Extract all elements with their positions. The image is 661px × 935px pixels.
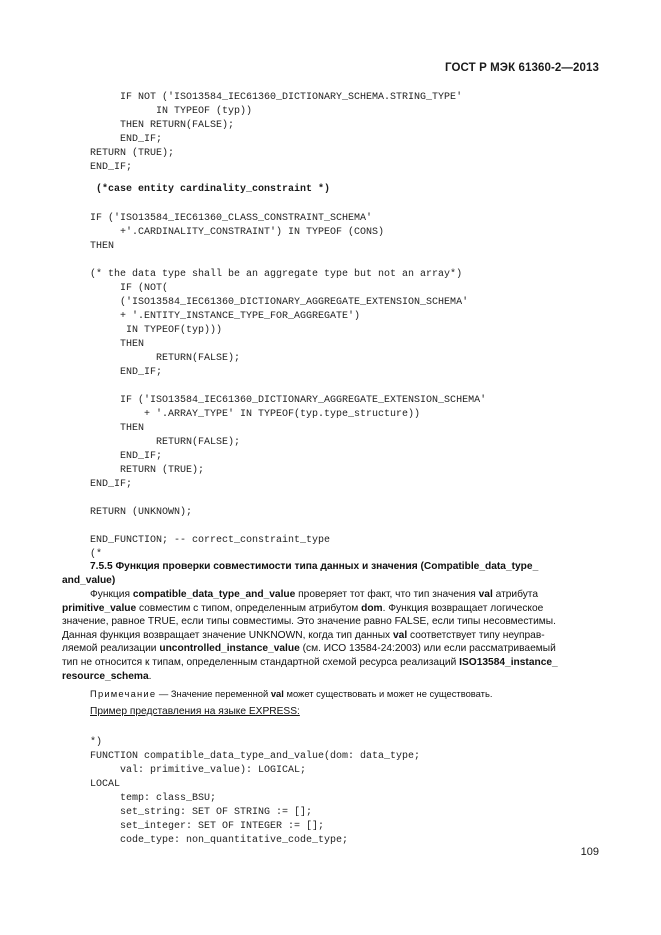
code-line: + '.ENTITY_INSTANCE_TYPE_FOR_AGGREGATE') — [72, 311, 361, 322]
body-line-4: Данная функция возвращает значение UNKNOWN, когда тип данных val соответствует типу неуправ- — [62, 629, 545, 641]
code-block-3 — [72, 736, 420, 848]
code-line: END_IF; — [72, 162, 133, 173]
code-line: FUNCTION compatible_data_type_and_value(dom: data_type; — [72, 751, 421, 762]
code-line: val: primitive_value): LOGICAL; — [72, 765, 307, 776]
code-line: LOCAL — [72, 779, 121, 790]
body-line-5: ляемой реализации uncontrolled_instance_value (см. ИСО 13584-24:2003) или если рассматриваемый — [62, 643, 556, 655]
code-line: THEN — [72, 423, 145, 434]
code-line: temp: class_BSU; — [72, 793, 217, 804]
code-line — [72, 520, 486, 534]
code-line: + '.ARRAY_TYPE' IN TYPEOF(typ.type_structure)) — [72, 409, 421, 420]
code-line: THEN — [72, 339, 145, 350]
code-line: RETURN (UNKNOWN); — [72, 507, 193, 518]
document-header: ГОСТ Р МЭК 61360-2—2013 — [445, 62, 599, 74]
code-line: IF ('ISO13584_IEC61360_DICTIONARY_AGGREGATE_EXTENSION_SCHEMA' — [72, 395, 487, 406]
code-line — [72, 380, 486, 394]
code-line: IF (NOT( — [72, 283, 169, 294]
code-line: +'.CARDINALITY_CONSTRAINT') IN TYPEOF (CONS) — [72, 227, 385, 238]
code-line: THEN — [72, 241, 115, 252]
code-block-1 — [72, 91, 462, 175]
code-line: IN TYPEOF(typ))) — [72, 325, 223, 336]
code-line: END_IF; — [72, 479, 133, 490]
case-heading: (*case entity cardinality_constraint *) — [96, 184, 331, 195]
code-line: END_IF; — [72, 367, 163, 378]
example-heading: Пример представления на языке EXPRESS: — [90, 706, 300, 717]
code-line: code_type: non_quantitative_code_type; — [72, 835, 349, 846]
code-line — [72, 492, 486, 506]
page-number: 109 — [580, 846, 599, 858]
code-line: RETURN (TRUE); — [72, 148, 175, 159]
code-line: *) — [72, 737, 103, 748]
section-heading — [62, 560, 599, 587]
code-line: IF NOT ('ISO13584_IEC61360_DICTIONARY_SCHEMA.STRING_TYPE' — [72, 92, 463, 103]
note-label: Примечание — [90, 688, 157, 699]
section-title: 7.5.5 Функция проверки совместимости типа данных и значения (Compatible_data_type_ — [90, 561, 539, 572]
code-line: ('ISO13584_IEC61360_DICTIONARY_AGGREGATE_EXTENSION_SCHEMA' — [72, 297, 469, 308]
body-line-3: значение, равное TRUE, если типы совместимы. Это значение равно FALSE, если типы несовместимы. — [62, 616, 556, 628]
body-line-1: Функция compatible_data_type_and_value проверяет тот факт, что тип значения val атрибута — [90, 589, 539, 600]
code-line: (* the data type shall be an aggregate type but not an array*) — [72, 269, 463, 280]
code-line: set_string: SET OF STRING := []; — [72, 807, 313, 818]
code-line: IN TYPEOF (typ)) — [72, 106, 253, 117]
body-line-6: тип не относится к типам, определенным стандартной схемой ресурса реализаций ISO13584_instance_ — [62, 656, 558, 668]
code-line: END_FUNCTION; -- correct_constraint_type — [72, 535, 331, 546]
code-line: RETURN (TRUE); — [72, 465, 205, 476]
code-line — [72, 254, 486, 268]
body-line-7: resource_schema. — [62, 670, 152, 682]
code-line: END_IF; — [72, 134, 163, 145]
code-line: RETURN(FALSE); — [72, 353, 241, 364]
code-line: (* — [72, 549, 103, 560]
body-line-2: primitive_value совместим с типом, определенным атрибутом dom. Функция возвращает логическое — [62, 602, 544, 614]
section-title-cont: and_value) — [62, 574, 116, 586]
code-line: END_IF; — [72, 451, 163, 462]
code-block-2 — [72, 212, 486, 562]
code-line: set_integer: SET OF INTEGER := []; — [72, 821, 325, 832]
note: Примечание — Значение переменной val может существовать и может не существовать. — [90, 688, 493, 699]
section-body — [62, 588, 599, 683]
code-line: RETURN(FALSE); — [72, 437, 241, 448]
code-line: IF ('ISO13584_IEC61360_CLASS_CONSTRAINT_SCHEMA' — [72, 213, 373, 224]
code-line: THEN RETURN(FALSE); — [72, 120, 235, 131]
